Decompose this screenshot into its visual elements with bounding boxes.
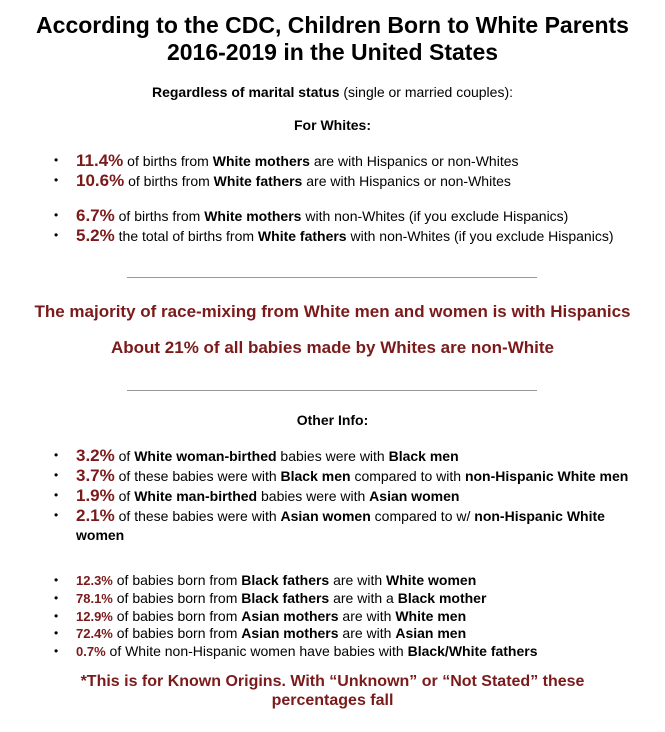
marital-status-rest: (single or married couples): <box>339 84 514 100</box>
footnote: *This is for Known Origins. With “Unknown” or “Not Stated” these percentages fall <box>80 673 585 709</box>
divider <box>127 277 537 278</box>
emphasis: Black men <box>388 448 459 464</box>
text: are with Hispanics or non-Whites <box>302 173 511 189</box>
divider <box>127 390 537 391</box>
emphasis: White woman-birthed <box>134 448 277 464</box>
emphasis: White fathers <box>257 228 347 244</box>
emphasis: White women <box>386 572 477 588</box>
list-item <box>0 486 665 506</box>
percentage: 72.4% <box>76 626 113 642</box>
list-item <box>0 151 665 171</box>
marital-status-bold: Regardless of marital status <box>151 84 340 100</box>
text: are with <box>329 572 387 588</box>
percentage: 6.7% <box>76 206 115 225</box>
emphasis: Asian women <box>280 508 371 524</box>
emphasis: Black mother <box>397 589 487 606</box>
text: babies were with <box>276 448 389 464</box>
text: the total of births from <box>114 228 258 244</box>
statement-majority: The majority of race-mixing from White men and women is with Hispanics <box>34 302 631 321</box>
text: of these babies were with <box>114 508 281 524</box>
text: of babies born from <box>112 589 242 606</box>
emphasis: non-Hispanic White men <box>464 468 629 484</box>
text: are with <box>338 625 396 642</box>
list-item <box>0 466 665 486</box>
text: of babies born from <box>112 625 242 642</box>
percentage: 10.6% <box>76 171 125 190</box>
text: of births from <box>114 208 205 224</box>
text: of <box>114 448 135 464</box>
text: with non-Whites (if you exclude Hispanics) <box>346 228 614 244</box>
text: compared to w/ <box>370 508 475 524</box>
text: of White non-Hispanic women have babies with <box>105 643 408 660</box>
whites-list-1 <box>0 151 665 191</box>
emphasis: White mothers <box>204 208 302 224</box>
text: of these babies were with <box>114 468 281 484</box>
percentage: 5.2% <box>76 226 115 245</box>
text: are with a <box>329 589 398 606</box>
text: of babies born from <box>112 572 242 588</box>
emphasis: White mothers <box>212 153 310 169</box>
marital-status-note <box>0 84 665 100</box>
other-info-list <box>0 446 665 545</box>
emphasis: White fathers <box>213 173 303 189</box>
text: are with <box>338 607 396 624</box>
text: babies were with <box>257 488 370 504</box>
percentage: 0.7% <box>76 644 106 660</box>
emphasis: Asian mothers <box>241 607 339 624</box>
list-item <box>0 206 665 226</box>
list-item <box>0 171 665 191</box>
emphasis: Black fathers <box>241 589 330 606</box>
percentage: 3.2% <box>76 446 115 465</box>
percentage: 12.9% <box>76 608 113 624</box>
for-whites-label: For Whites: <box>294 117 371 133</box>
text: of births from <box>124 173 214 189</box>
list-item <box>0 608 665 626</box>
emphasis: White man-birthed <box>134 488 258 504</box>
emphasis: Black men <box>280 468 351 484</box>
percentage: 12.3% <box>76 573 113 588</box>
text: of <box>114 488 135 504</box>
list-item <box>0 643 665 661</box>
text: compared to with <box>350 468 465 484</box>
statement-21-percent: About 21% of all babies made by Whites are non-White <box>110 338 554 357</box>
whites-list-2 <box>0 206 665 246</box>
page-title: According to the CDC, Children Born to White Parents 2016-2019 in the United States <box>36 12 629 65</box>
percentage: 78.1% <box>76 590 113 606</box>
text: of births from <box>123 153 213 169</box>
parent-origin-list <box>0 572 665 661</box>
list-item <box>0 572 665 590</box>
percentage: 2.1% <box>76 506 115 525</box>
list-item <box>0 506 665 545</box>
percentage: 3.7% <box>76 466 115 485</box>
percentage: 11.4% <box>76 151 124 170</box>
list-item <box>0 590 665 608</box>
list-item <box>0 226 665 246</box>
percentage: 1.9% <box>76 486 115 505</box>
text: with non-Whites (if you exclude Hispanics) <box>301 208 569 224</box>
emphasis: Asian mothers <box>241 625 339 642</box>
emphasis: non-Hispanic White women <box>76 508 605 543</box>
emphasis: Asian women <box>369 488 460 504</box>
emphasis: White men <box>395 607 467 624</box>
emphasis: Black/White fathers <box>407 643 538 660</box>
other-info-label: Other Info: <box>296 412 369 428</box>
emphasis: Asian men <box>395 625 467 642</box>
text: are with Hispanics or non-Whites <box>309 153 519 169</box>
list-item <box>0 625 665 643</box>
text: of babies born from <box>112 607 242 624</box>
list-item <box>0 446 665 466</box>
emphasis: Black fathers <box>241 572 330 588</box>
